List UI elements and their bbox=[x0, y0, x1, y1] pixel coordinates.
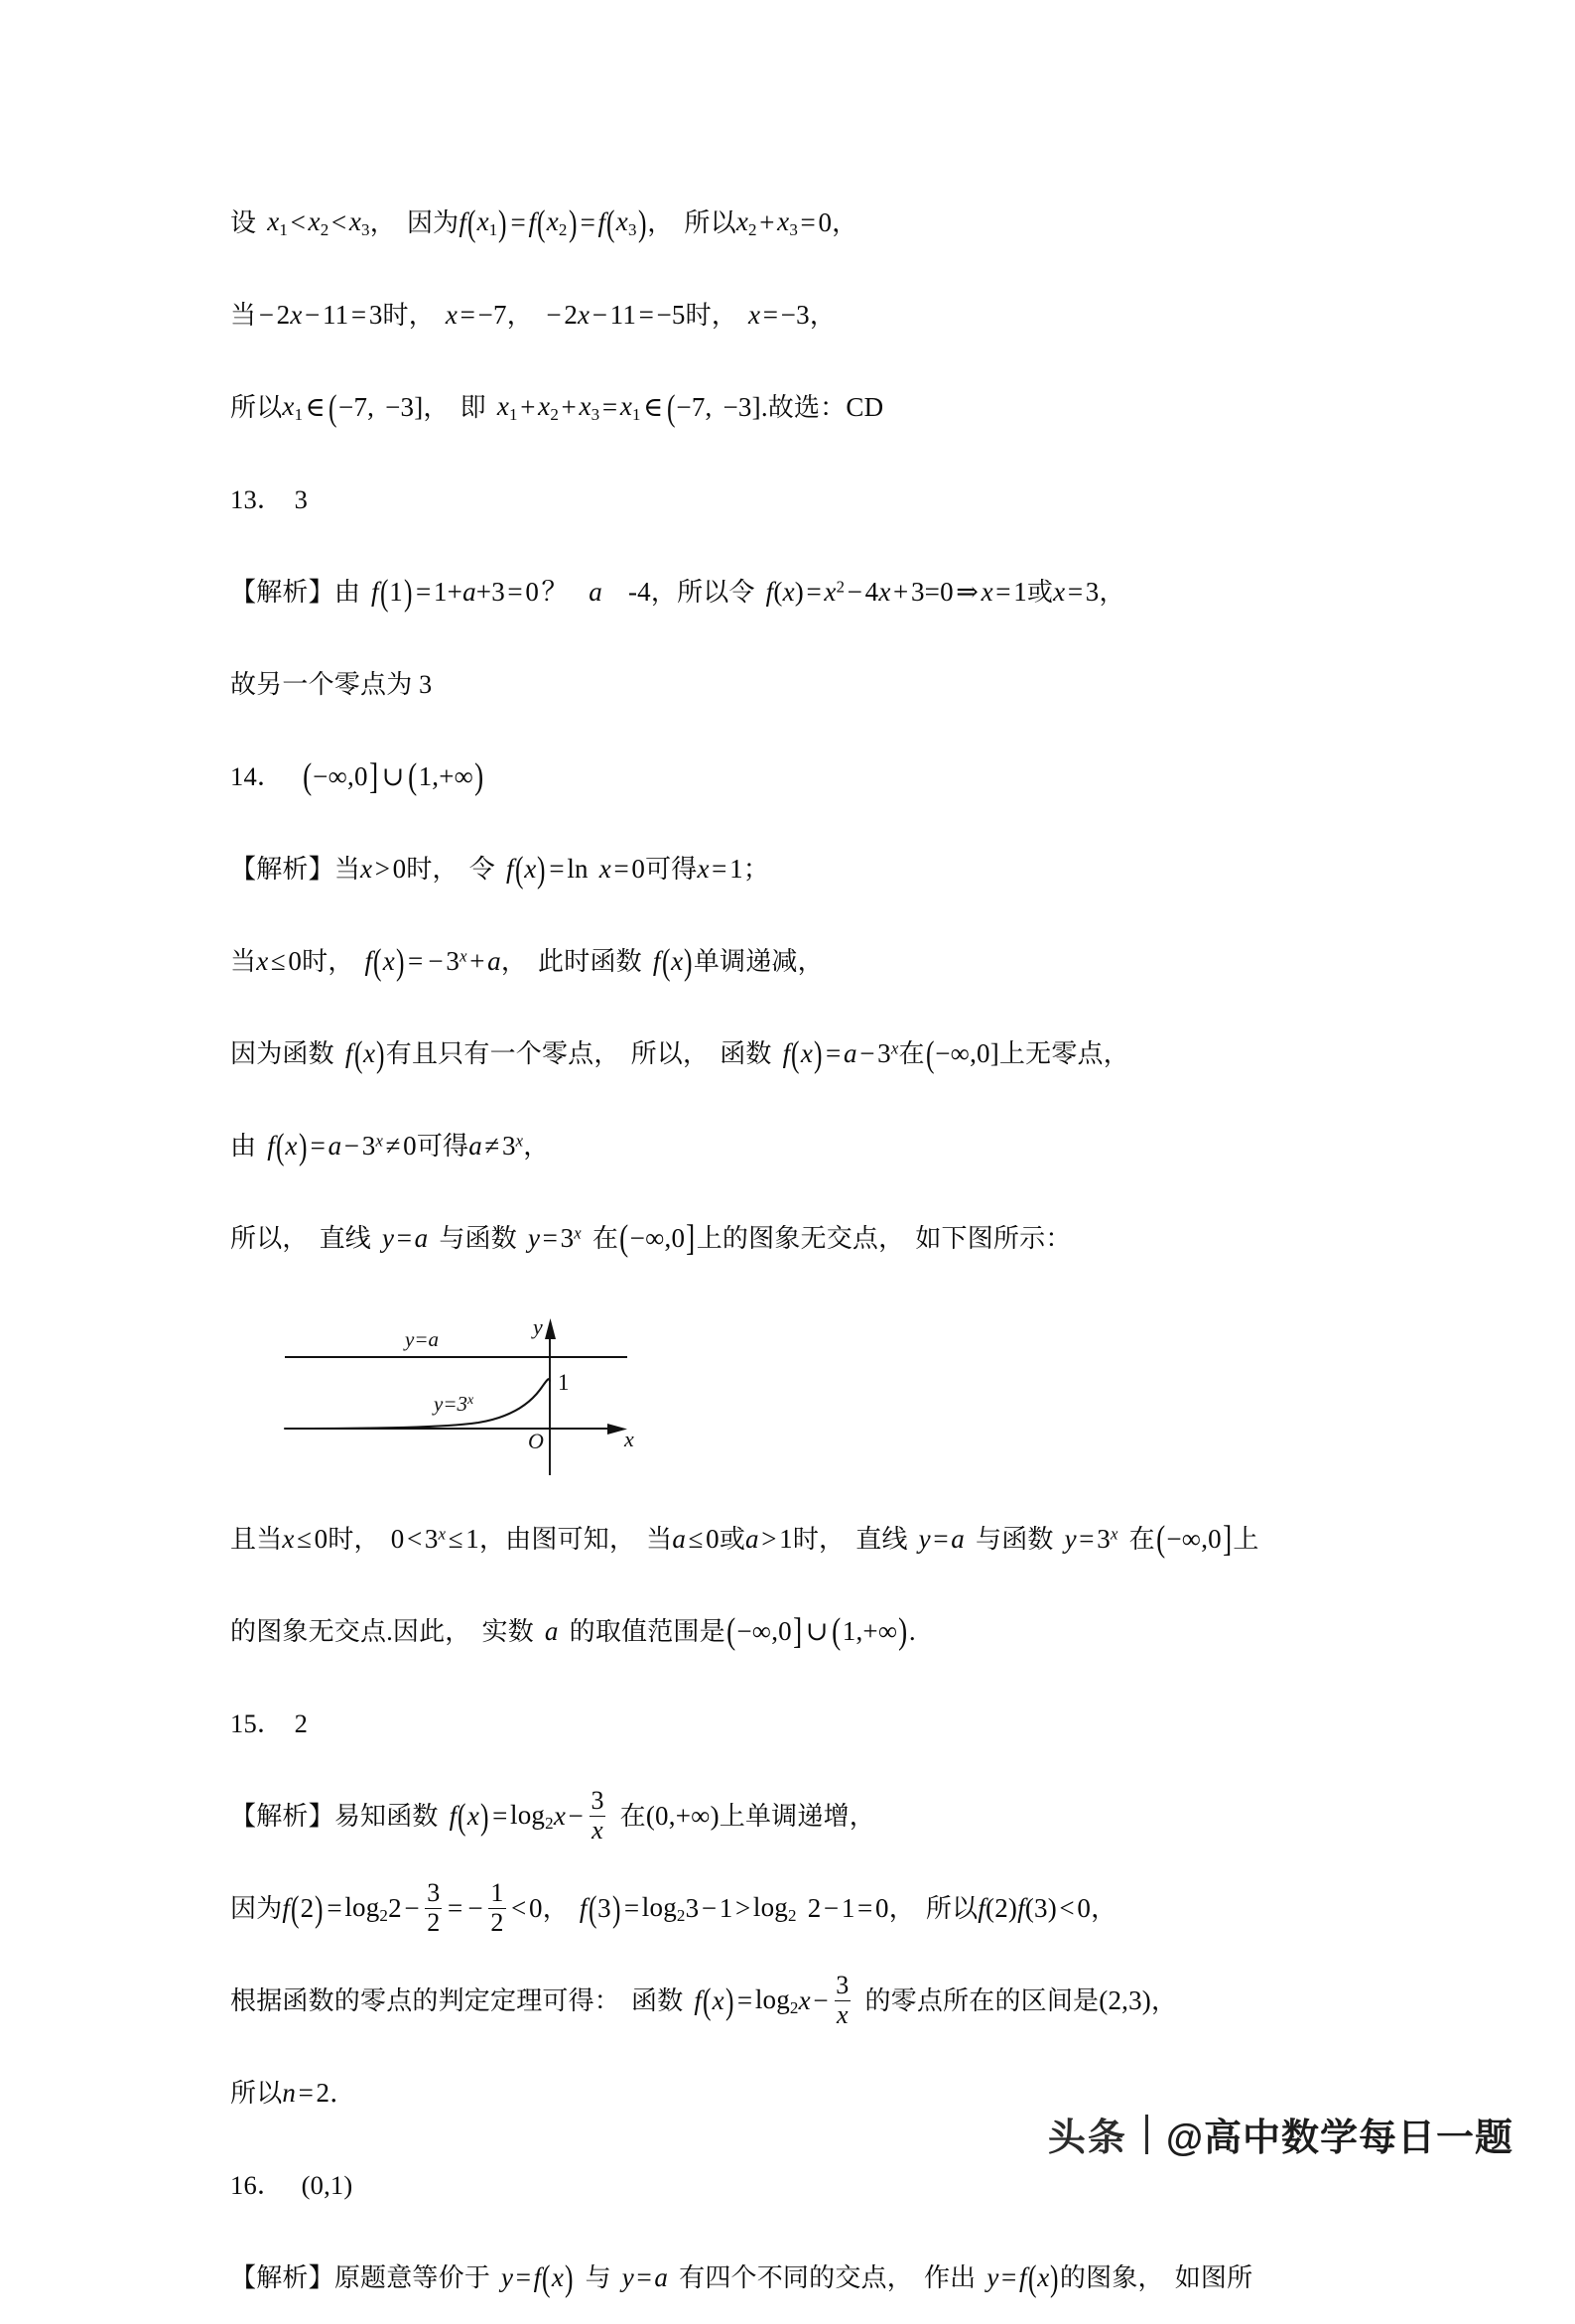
solution-line-q15-1: 【解析】 易知函数 f ( x ) = $\log_2$ x − $\frac{3}{x}$ 在 (0,+∞) 上单调递增， bbox=[230, 1786, 875, 1845]
jiexi-label: 【解析】 bbox=[230, 854, 334, 884]
solution-line-q15-2: 因为 f ( 2 ) = $\log_2$ 2 − $\frac{3}{2}$ = − $\frac{1}{2}$ < 0 ， f ( 3 ) = $\log_2$ 3 − 1 > $\log_2$ 2 − 1 = 0 ， 所以 f ( 2 ) f ( 3 ) < 0 ， bbox=[230, 1878, 1117, 1937]
curve-y-equals-3-pow-x bbox=[285, 1379, 550, 1429]
answer-q13 bbox=[230, 454, 1401, 546]
solution-line: 当 − 2 x − 11 = 3 时 ， x = −7 ， − 2 x − 11 = −5 时 ， x = −3 ， bbox=[230, 300, 837, 330]
figure-container bbox=[230, 1285, 1401, 1493]
label-origin: O bbox=[528, 1429, 544, 1453]
jiexi-label: 【解析】 bbox=[230, 1801, 334, 1831]
q15-answer: 2 bbox=[294, 1709, 309, 1739]
watermark-divider bbox=[1145, 2115, 1148, 2154]
label-x-axis: x bbox=[624, 1427, 634, 1451]
solution-line-q13: 【解析】 由 f ( 1 ) = 1+ a +3 = 0 ？ a -4 ， 所以令 f ( x ) = $x^2$ − 4 x + 3=0 ⇒ x = 1 或 x = 3 ， bbox=[230, 571, 1125, 614]
solution-line-q14-1: 【解析】 当 x > 0 时， 令 f ( x ) = ln x = 0 可得 x = 1 ； bbox=[230, 848, 770, 890]
solution-line-q14-5: 所以， 直线 y = a 与函数 y = 3$^x$ 在 ( −∞,0 ] 上的图象无交点， 如下图所示： bbox=[230, 1217, 1072, 1259]
solution-line-q15-4: 所以 n = 2 ． bbox=[230, 2078, 356, 2108]
solution-line: 所以 $x_1$ ∈ ( −7, −3] ， 即 $x_1$ + $x_2$ + $x_3$ = $x_1$ ∈ ( −7, −3]. 故选： CD bbox=[230, 386, 884, 429]
answer-q14: 14． ( −∞,0 ] ∪ ( 1,+∞ ) bbox=[230, 755, 484, 797]
solution-line-q14-6: 且当 x ≤ 0 时， 0 < 3$^x$ ≤ 1 ， 由图可知， 当 a ≤ 0 或 a > 1 时， 直线 y = a 与函数 y = 3$^x$ 在 ( −∞,0 ] 上 bbox=[230, 1518, 1259, 1560]
label-y-equals-3x: $y=3^x$ bbox=[434, 1392, 474, 1416]
answer-q15 bbox=[230, 1678, 1401, 1770]
label-y-equals-a: y=a bbox=[405, 1327, 439, 1351]
watermark bbox=[1048, 2107, 1513, 2161]
watermark-text: @高中数学每日一题 bbox=[1165, 2118, 1513, 2159]
exponential-graph-figure bbox=[230, 1285, 697, 1483]
solution-line: 设 $x_1$ < $x_2$ < $x_3$ ， 因为 f ( $x_1$ ) = f ( $x_2$ ) = f ( $x_3$ ) ， 所以 $x_2$ + $x_3$ = 0 ， bbox=[230, 202, 858, 244]
label-y-intercept-1: 1 bbox=[558, 1370, 570, 1395]
solution-line-q14-2: 当 x ≤ 0 时， f ( x ) = − 3$^x$ + a ， 此时函数 f ( x ) 单调递减， bbox=[230, 940, 824, 983]
jiexi-label: 【解析】 bbox=[230, 577, 334, 607]
label-y-axis: y bbox=[533, 1314, 543, 1339]
solution-line-q14-3: 因为函数 f ( x ) 有且只有一个零点， 所以， 函数 f ( x ) = a − 3$^x$ 在 ( −∞,0] 上无零点， bbox=[230, 1032, 1129, 1075]
q15-number: 15． bbox=[230, 1709, 284, 1739]
q14-number: 14． bbox=[230, 761, 284, 792]
q13-other-zero: 故另一个零点为 3 bbox=[230, 669, 433, 699]
q13-number: 13． bbox=[230, 484, 284, 515]
solution-line-q14-4: 由 f ( x ) = a − 3$^x$ ≠ 0 可得 a ≠ 3$^x$ ， bbox=[230, 1125, 550, 1167]
jiexi-label: 【解析】 bbox=[230, 2262, 334, 2292]
q13-answer: 3 bbox=[294, 484, 309, 515]
solution-line-q13b bbox=[230, 638, 1401, 731]
solution-line-q15-3: 根据函数的零点的判定定理可得： 函数 f ( x ) = $\log_2$ x − $\frac{3}{x}$ 的零点所在的区间是 (2,3) ， bbox=[230, 1971, 1178, 2029]
document-body bbox=[230, 177, 1401, 2324]
y-axis-arrow-icon bbox=[545, 1318, 556, 1339]
solution-line-q16-1: 【解析】 原题意等价于 y = f ( x ) 与 y = a 有四个不同的交点， 作出 y = f ( x ) 的图象， 如图所 bbox=[230, 2256, 1253, 2299]
q16-number: 16． bbox=[230, 2170, 284, 2201]
watermark-logo: 头条 bbox=[1047, 2118, 1127, 2159]
q16-answer: (0,1) bbox=[301, 2170, 353, 2201]
solution-line-q14-7: 的图象无交点.因此， 实数 a 的取值范围是 ( −∞,0 ] ∪ ( 1,+∞ ) . bbox=[230, 1610, 916, 1652]
